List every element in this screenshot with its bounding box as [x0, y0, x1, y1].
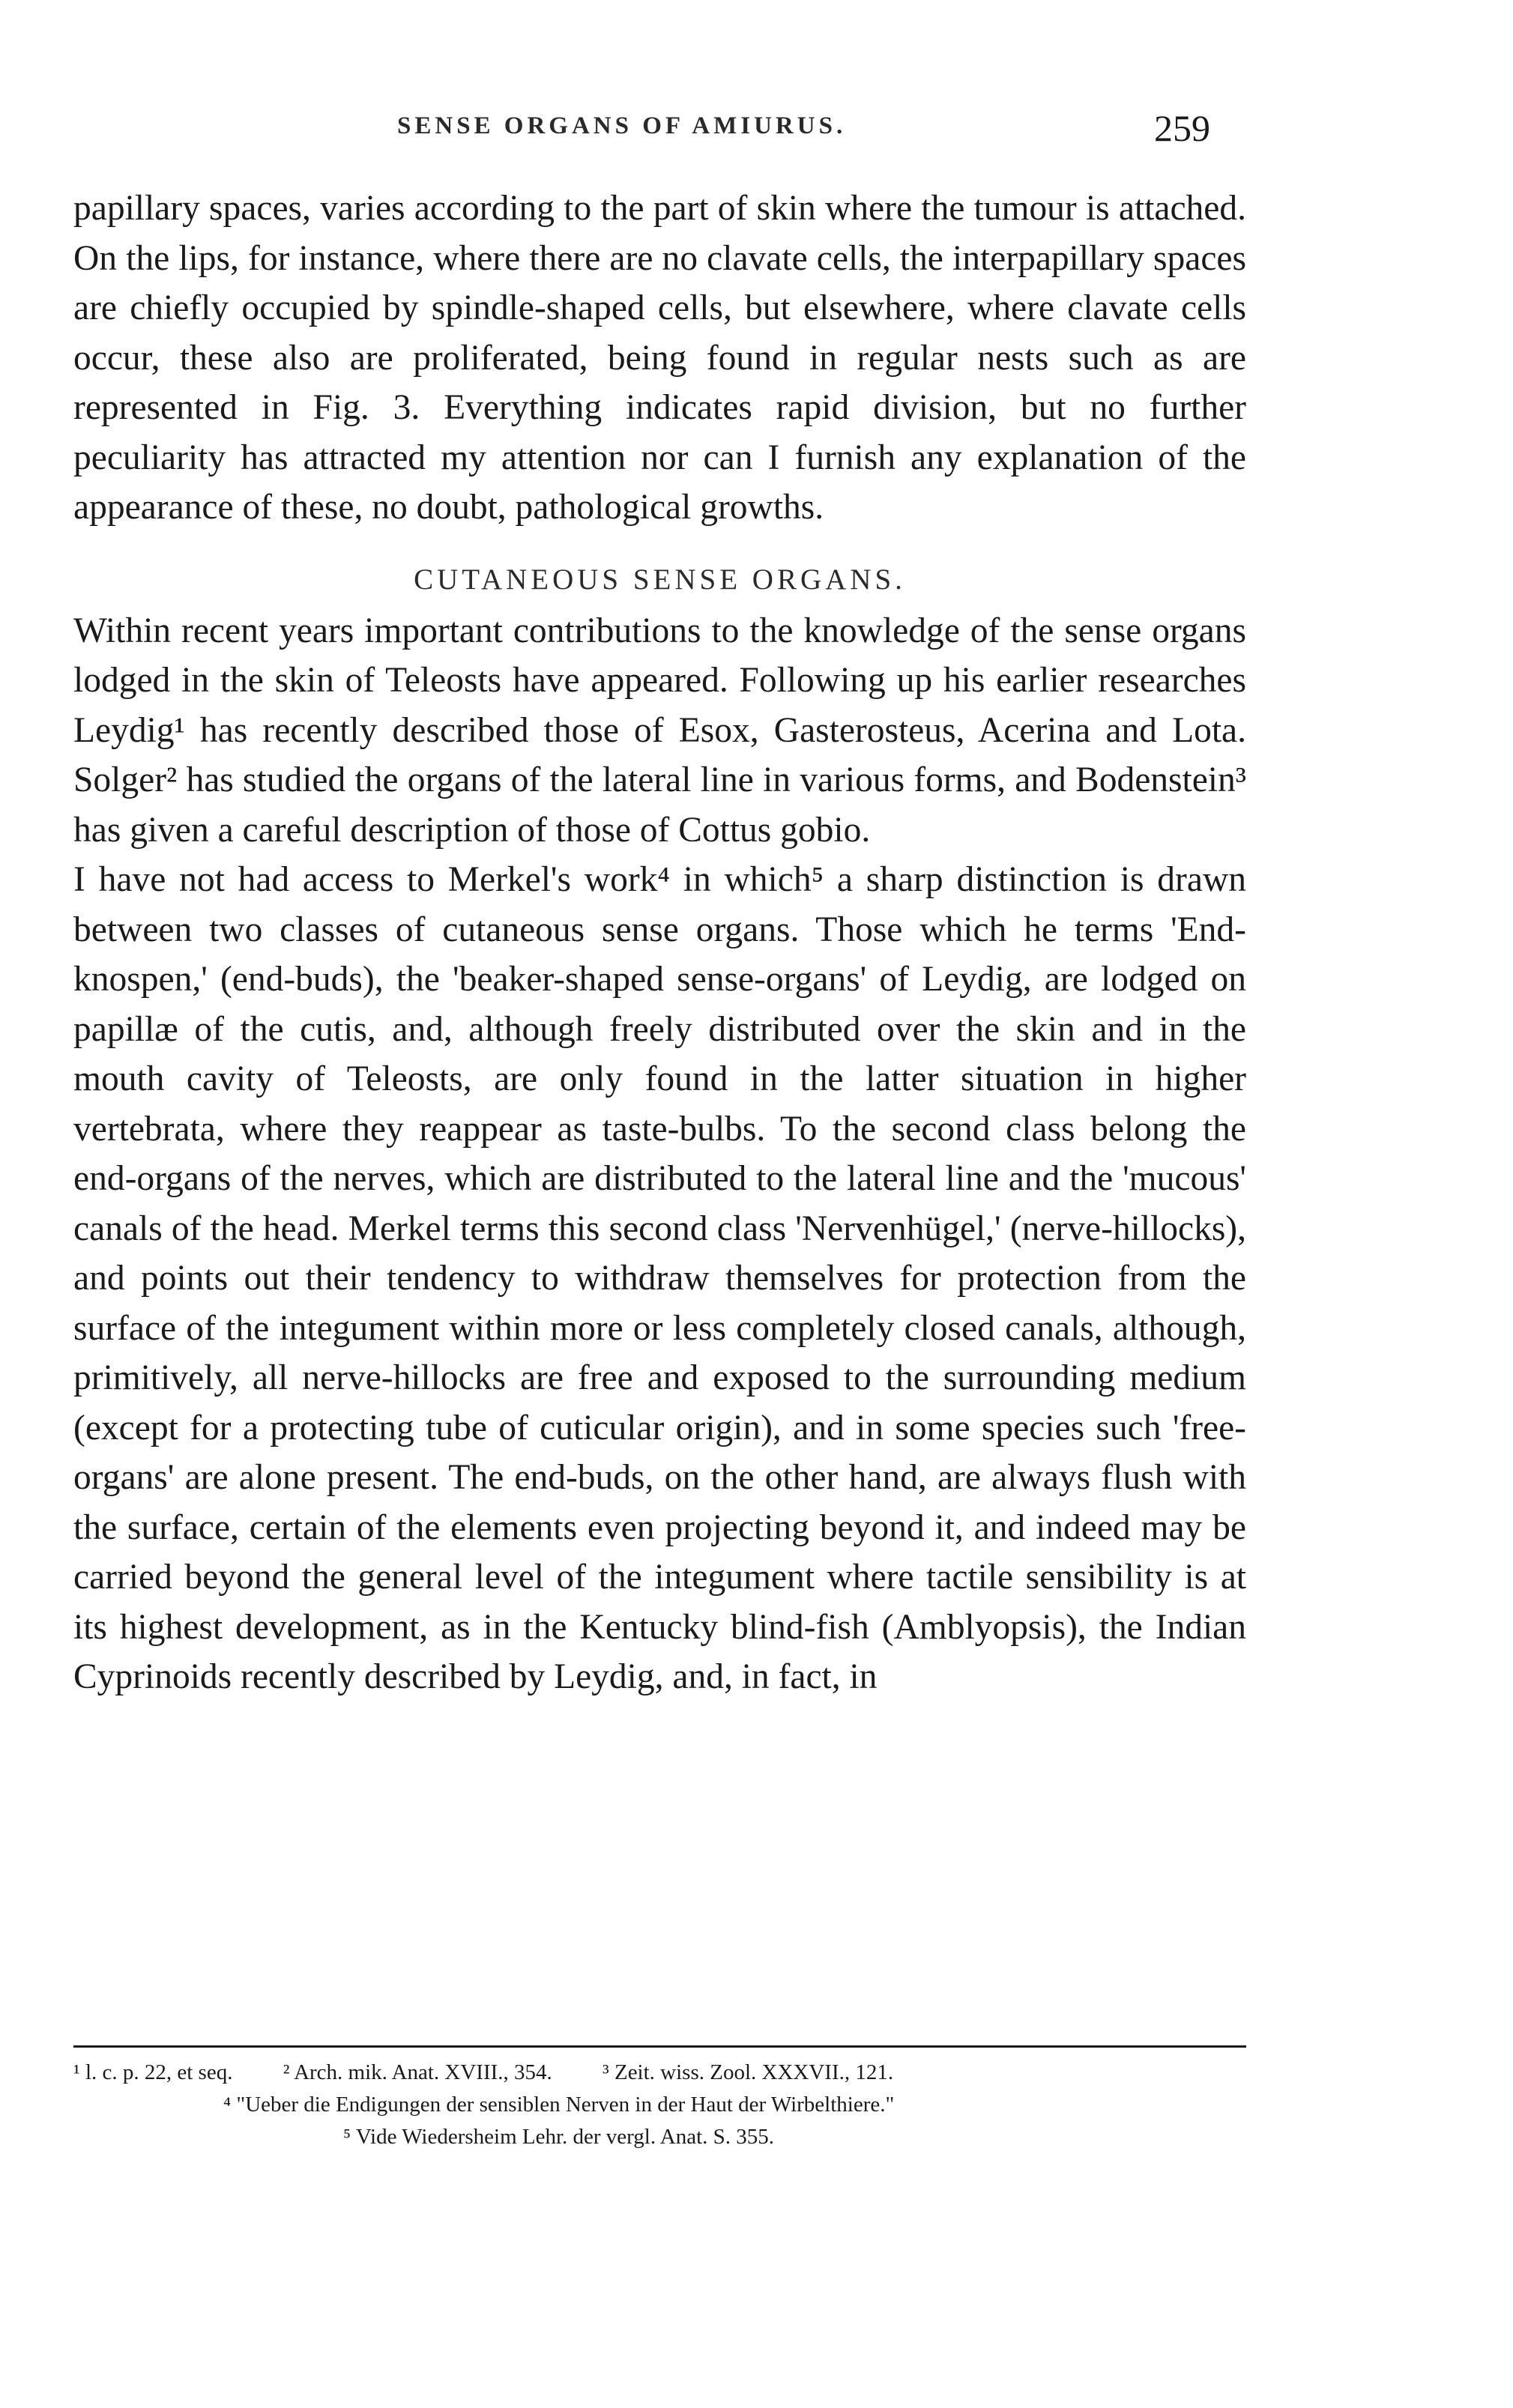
- paragraph-continuation: papillary spaces, varies according to the part of skin where the tumour is attached. On the lips, for instance, where there are no clavate cells, the interpapillary spaces are chiefly occupied by spindle-shaped cells, but elsewhere, where clavate cells occur, these also are proliferated, being found in regular nests such as are represented in Fig. 3. Everything indicates rapid division, but no further peculiarity has attracted my attention nor can I furnish any explanation of the appearance of these, no doubt, pathological growths.: [73, 189, 1246, 527]
- body-text: [73, 184, 1246, 1702]
- footnote-3: ³ Zeit. wiss. Zool. XXXVII., 121.: [603, 2060, 894, 2084]
- footnote-rule: [73, 2045, 1246, 2048]
- paragraph-intro: Within recent years important contributions to the knowledge of the sense organs lodged in the skin of Teleosts have appeared. Following up his earlier researches Leydig¹ has recently described those of Esox, Gasterosteus, Acerina and Lota. Solger² has studied the organs of the lateral line in various forms, and Bodenstein³ has given a careful description of those of Cottus gobio.: [73, 611, 1246, 850]
- footnote-1: ¹ l. c. p. 22, et seq.: [73, 2060, 233, 2084]
- section-heading: CUTANEOUS SENSE ORGANS.: [414, 563, 906, 596]
- running-title: SENSE ORGANS OF AMIURUS.: [397, 112, 847, 139]
- page-number: 259: [1154, 107, 1210, 149]
- footnote-row-1: [73, 2057, 1246, 2089]
- footnote-5: ⁵ Vide Wiedersheim Lehr. der vergl. Anat. S. 355.: [343, 2125, 775, 2149]
- running-head: [0, 107, 1513, 157]
- paragraph-merkel: I have not had access to Merkel's work⁴ in which⁵ a sharp distinction is drawn between two classes of cutaneous sense organs. Those which he terms 'End-knospen,' (end-buds), the 'beaker-shaped sense-organs' of Leydig, are lodged on papillæ of the cutis, and, although freely distributed over the skin and in the mouth cavity of Teleosts, are only found in the latter situation in higher vertebrata, where they reappear as taste-bulbs. To the second class belong the end-organs of the nerves, which are distributed to the lateral line and the 'mucous' canals of the head. Merkel terms this second class 'Nervenhügel,' (nerve-hillocks), and points out their tendency to withdraw themselves for protection from the surface of the integument within more or less completely closed canals, although, primitively, all nerve-hillocks are free and exposed to the surrounding medium (except for a protecting tube of cuticular origin), and in some species such 'free-organs' are alone present. The end-buds, on the other hand, are always flush with the surface, certain of the elements even projecting beyond it, and indeed may be carried beyond the general level of the integument where tactile sensibility is at its highest development, as in the Kentucky blind-fish (Amblyopsis), the Indian Cyprinoids recently described by Leydig, and, in fact, in: [73, 860, 1246, 1696]
- footnote-2: ² Arch. mik. Anat. XVIII., 354.: [283, 2060, 552, 2084]
- footnote-4: ⁴ "Ueber die Endigungen der sensiblen Nerven in der Haut der Wirbelthiere.": [223, 2093, 895, 2117]
- footnotes: [73, 2057, 1246, 2153]
